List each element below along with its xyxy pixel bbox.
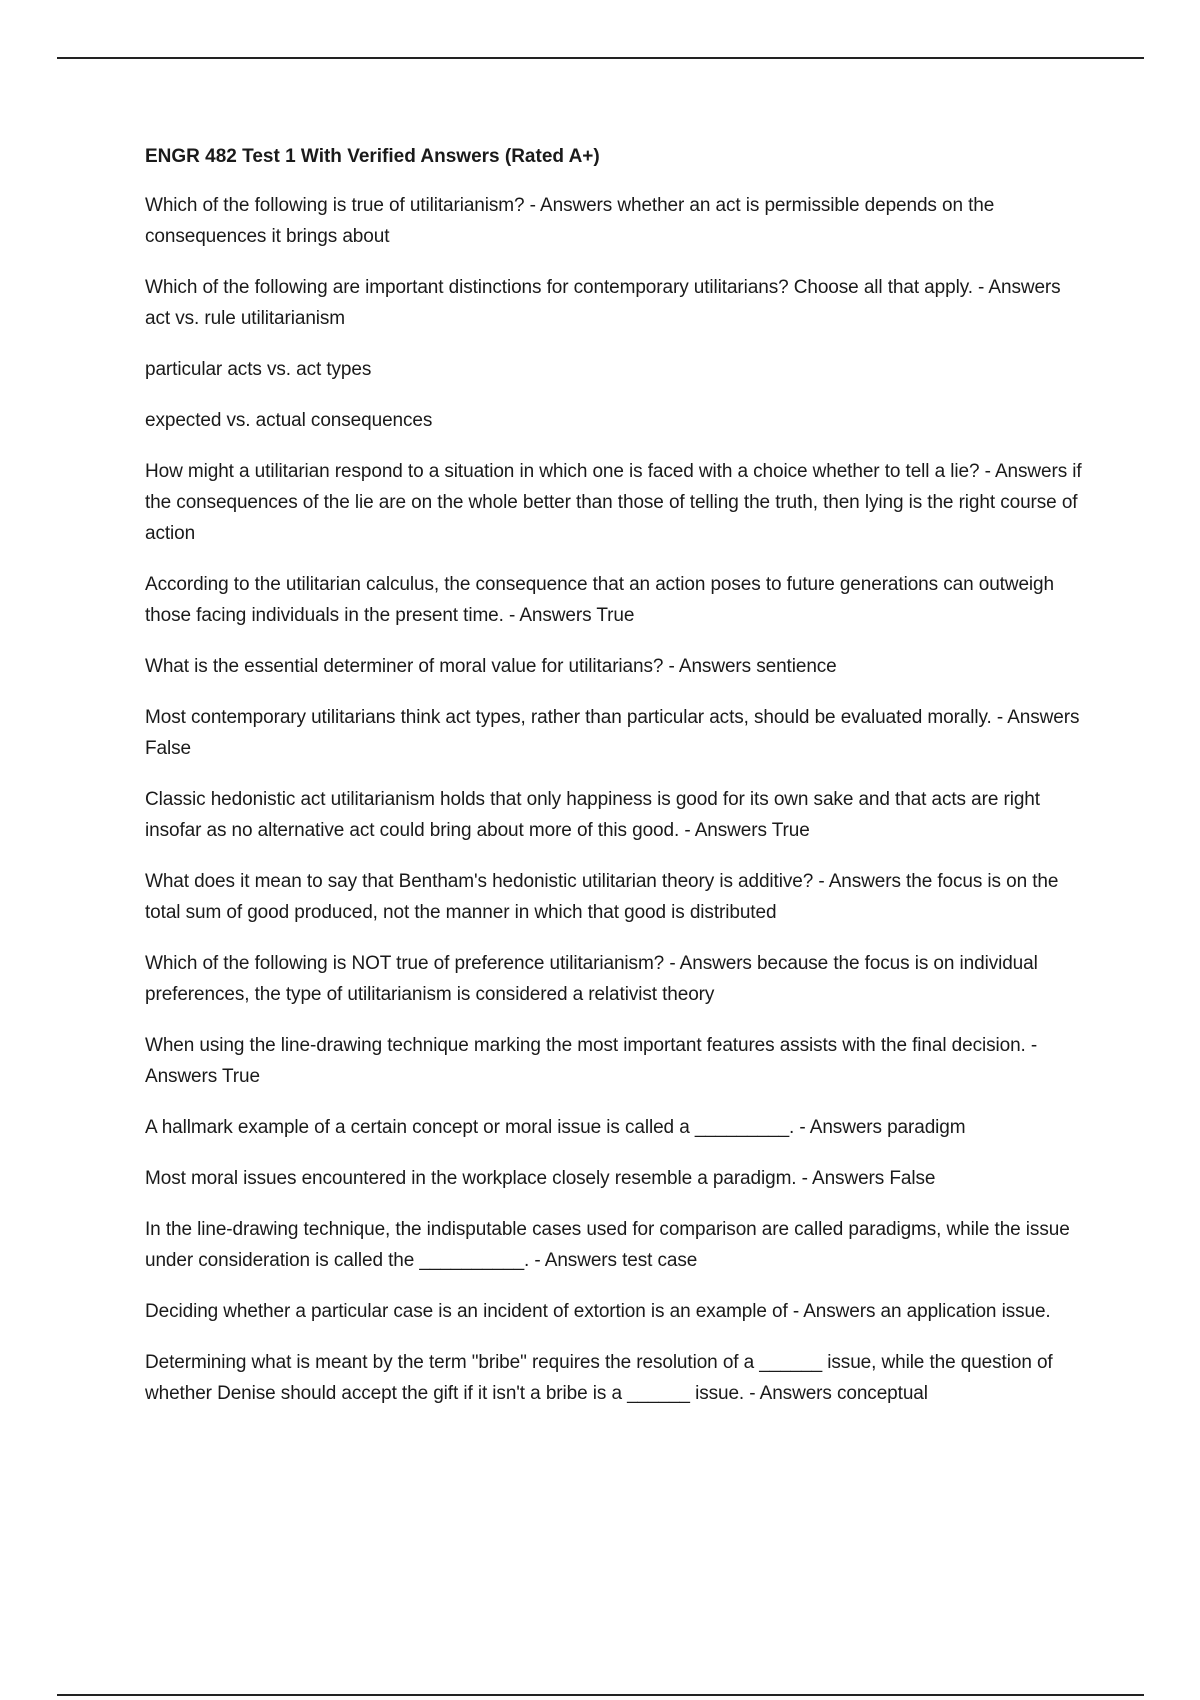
qa-paragraph-1: Which of the following is true of utilitarianism? - Answers whether an act is permissible depends on the consequences it brings about	[145, 195, 995, 247]
qa-paragraph-4: expected vs. actual consequences	[145, 410, 433, 431]
qa-paragraph-13: A hallmark example of a certain concept or moral issue is called a _________. - Answers paradigm	[145, 1117, 966, 1138]
qa-paragraph-8: Most contemporary utilitarians think act types, rather than particular acts, should be evaluated morally. - Answers False	[145, 707, 1080, 759]
qa-paragraph-2: Which of the following are important distinctions for contemporary utilitarians? Choose all that apply. - Answers act vs. rule utilitarianism	[145, 277, 1061, 329]
qa-paragraph-16: Deciding whether a particular case is an incident of extortion is an example of - Answers an application issue.	[145, 1301, 1051, 1322]
qa-paragraph-12: When using the line-drawing technique marking the most important features assists with the final decision. - Answers True	[145, 1035, 1038, 1087]
qa-paragraph-10: What does it mean to say that Bentham's hedonistic utilitarian theory is additive? - Answers the focus is on the total sum of good produced, not the manner in which that good is distributed	[145, 871, 1059, 923]
qa-paragraph-7: What is the essential determiner of moral value for utilitarians? - Answers sentience	[145, 656, 837, 677]
qa-paragraph-5: How might a utilitarian respond to a situation in which one is faced with a choice whether to tell a lie? - Answers if the consequences of the lie are on the whole better than those of telling the truth, then lying is the right course of action	[145, 461, 1082, 544]
qa-paragraph-6: According to the utilitarian calculus, the consequence that an action poses to future generations can outweigh those facing individuals in the present time. - Answers True	[145, 574, 1054, 626]
bottom-divider	[57, 1694, 1144, 1696]
qa-paragraph-11: Which of the following is NOT true of preference utilitarianism? - Answers because the focus is on individual preferences, the type of utilitarianism is considered a relativist theory	[145, 953, 1038, 1005]
document-title: ENGR 482 Test 1 With Verified Answers (Rated A+)	[145, 146, 600, 167]
document-body	[145, 142, 1090, 1429]
qa-paragraph-15: In the line-drawing technique, the indisputable cases used for comparison are called paradigms, while the issue under consideration is called the __________. - Answers test case	[145, 1219, 1070, 1271]
qa-paragraph-17: Determining what is meant by the term "bribe" requires the resolution of a ______ issue, while the question of whether Denise should accept the gift if it isn't a bribe is a ______ issue. - Answers conceptual	[145, 1352, 1053, 1404]
qa-paragraph-14: Most moral issues encountered in the workplace closely resemble a paradigm. - Answers False	[145, 1168, 936, 1189]
qa-paragraph-9: Classic hedonistic act utilitarianism holds that only happiness is good for its own sake and that acts are right insofar as no alternative act could bring about more of this good. - Answers True	[145, 789, 1040, 841]
top-divider	[57, 57, 1144, 59]
qa-paragraph-3: particular acts vs. act types	[145, 359, 372, 380]
